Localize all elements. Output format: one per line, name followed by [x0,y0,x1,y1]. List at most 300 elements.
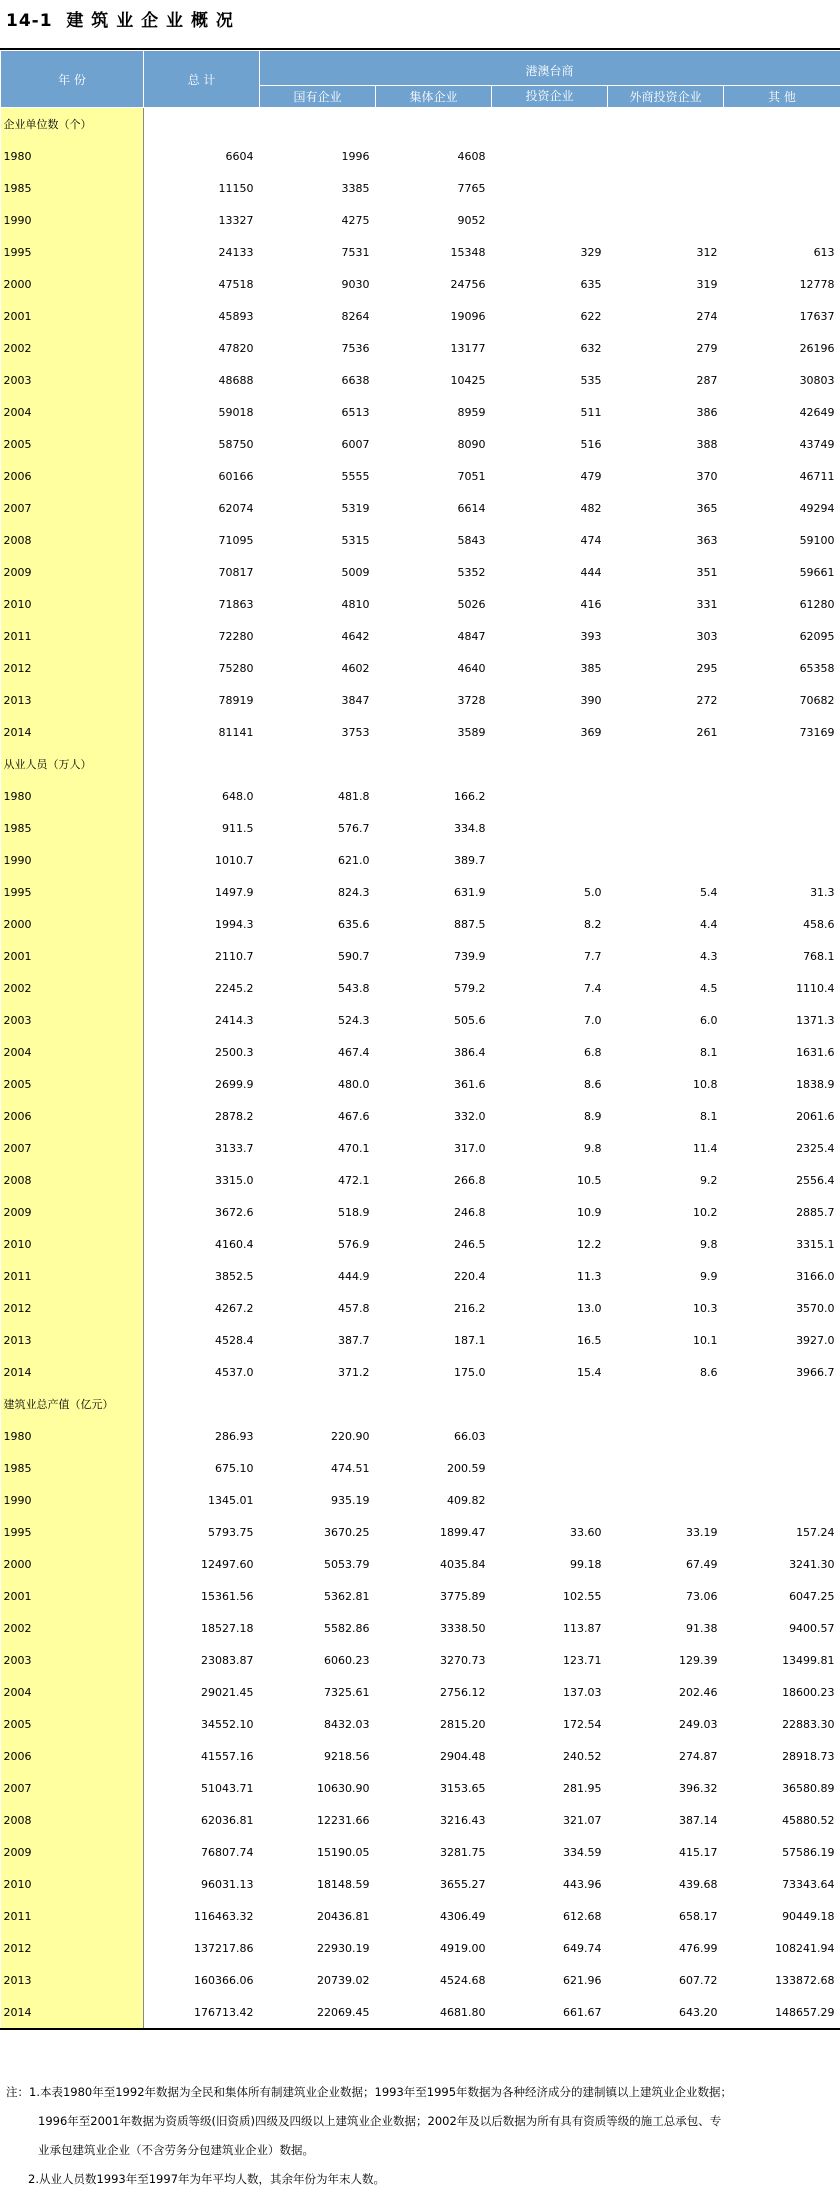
cell-hkmt: 137.03 [563,1685,602,1699]
header-foreign: 外商投资企业 [608,86,724,108]
cell-other [724,1420,840,1452]
cell-year: 1990 [1,204,144,236]
cell-state: 22930.19 [317,1941,370,1955]
cell-total: 48688 [218,373,254,387]
cell-other: 1110.4 [796,981,835,995]
cell-collective: 4608 [457,149,486,163]
cell-foreign: 319 [696,277,718,291]
table-row [1,1004,840,1036]
cell-other: 9400.57 [789,1621,835,1635]
cell-foreign: 387.14 [679,1813,718,1827]
header-state: 国有企业 [260,86,376,108]
cell-foreign: 9.8 [700,1237,718,1251]
cell-collective: 3281.75 [440,1845,486,1859]
cell-state: 22069.45 [317,2005,370,2019]
cell-year: 2001 [1,1580,144,1612]
cell-state: 9030 [341,277,370,291]
cell-total: 96031.13 [201,1877,254,1891]
cell-year: 2005 [1,1708,144,1740]
cell-foreign: 274 [696,309,718,323]
cell-state: 18148.59 [317,1877,370,1891]
cell-other: 3315.1 [796,1237,835,1251]
cell-foreign: 8.6 [700,1365,718,1379]
cell-year: 2004 [1,396,144,428]
cell-collective: 4306.49 [440,1909,486,1923]
table-row [1,684,840,716]
cell-other: 148657.29 [775,2005,835,2019]
cell-foreign: 386 [696,405,718,419]
cell-year: 2000 [1,268,144,300]
cell-state: 481.8 [338,789,370,803]
cell-year: 2005 [1,428,144,460]
cell-foreign: 8.1 [700,1109,718,1123]
cell-other: 26196 [799,341,835,355]
cell-foreign: 370 [696,469,718,483]
cell-hkmt: 621.96 [563,1973,602,1987]
cell-other: 65358 [799,661,835,675]
cell-total: 137217.86 [194,1941,254,1955]
cell-state: 474.51 [331,1461,370,1475]
cell-total: 45893 [218,309,254,323]
cell-collective: 409.82 [447,1493,486,1507]
cell-other [724,172,840,204]
cell-hkmt: 16.5 [577,1333,602,1347]
table-row [1,1164,840,1196]
table-row [1,1644,840,1676]
cell-collective: 3270.73 [440,1653,486,1667]
cell-hkmt: 443.96 [563,1877,602,1891]
cell-collective: 2815.20 [440,1717,486,1731]
cell-year: 2004 [1,1036,144,1068]
cell-collective: 8090 [457,437,486,451]
cell-total: 71863 [218,597,254,611]
cell-total: 13327 [218,213,254,227]
cell-state: 15190.05 [317,1845,370,1859]
cell-year: 2012 [1,652,144,684]
cell-hkmt: 612.68 [563,1909,602,1923]
cell-collective: 216.2 [454,1301,486,1315]
section-header-row [1,1388,840,1420]
cell-hkmt: 393 [580,629,602,643]
table-row [1,1772,840,1804]
cell-hkmt [492,140,608,172]
cell-other: 22883.30 [782,1717,835,1731]
cell-collective: 7051 [457,469,486,483]
cell-collective: 24756 [450,277,486,291]
cell-foreign: 396.32 [679,1781,718,1795]
cell-state: 371.2 [338,1365,370,1379]
cell-hkmt: 474 [580,533,602,547]
cell-collective: 4681.80 [440,2005,486,2019]
cell-total: 116463.32 [194,1909,254,1923]
cell-total: 76807.74 [201,1845,254,1859]
table-row [1,908,840,940]
cell-state: 467.6 [338,1109,370,1123]
table-row [1,1964,840,1996]
cell-total: 4160.4 [215,1237,254,1251]
cell-year: 1980 [1,1420,144,1452]
table-row [1,332,840,364]
cell-year: 1985 [1,812,144,844]
cell-foreign: 10.1 [693,1333,718,1347]
cell-year: 2007 [1,1132,144,1164]
cell-hkmt: 172.54 [563,1717,602,1731]
cell-foreign: 249.03 [679,1717,718,1731]
cell-state: 576.7 [338,821,370,835]
cell-foreign: 287 [696,373,718,387]
table-row [1,1580,840,1612]
cell-foreign: 415.17 [679,1845,718,1859]
cell-other: 90449.18 [782,1909,835,1923]
table-row [1,1836,840,1868]
header-hkmt-line2: 投资企业 [525,89,574,103]
cell-other: 3241.30 [789,1557,835,1571]
cell-year: 2014 [1,1996,144,2028]
cell-total: 648.0 [222,789,254,803]
cell-collective: 187.1 [454,1333,486,1347]
cell-state: 8264 [341,309,370,323]
cell-collective: 5843 [457,533,486,547]
cell-hkmt: 10.5 [577,1173,602,1187]
cell-foreign: 303 [696,629,718,643]
cell-hkmt: 11.3 [577,1269,602,1283]
cell-foreign: 312 [696,245,718,259]
table-row [1,556,840,588]
cell-hkmt: 7.4 [584,981,602,995]
cell-foreign: 643.20 [679,2005,718,2019]
cell-collective: 246.8 [454,1205,486,1219]
cell-other: 1371.3 [796,1013,835,1027]
table-row [1,1932,840,1964]
cell-hkmt: 13.0 [577,1301,602,1315]
cell-state: 1996 [341,149,370,163]
cell-state: 5315 [341,533,370,547]
cell-state: 576.9 [338,1237,370,1251]
table-header [1,51,840,108]
table-row [1,140,840,172]
cell-collective: 4524.68 [440,1973,486,1987]
cell-year: 2006 [1,460,144,492]
table-row [1,876,840,908]
cell-foreign [608,172,724,204]
cell-hkmt: 516 [580,437,602,451]
cell-state: 9218.56 [324,1749,370,1763]
cell-total: 23083.87 [201,1653,254,1667]
cell-hkmt [492,1420,608,1452]
cell-year: 1985 [1,1452,144,1484]
cell-state: 7325.61 [324,1685,370,1699]
cell-other: 3570.0 [796,1301,835,1315]
cell-other: 28918.73 [782,1749,835,1763]
cell-year: 2011 [1,1900,144,1932]
cell-state: 6007 [341,437,370,451]
cell-total: 5793.75 [208,1525,254,1539]
cell-other: 108241.94 [775,1941,835,1955]
cell-hkmt: 113.87 [563,1621,602,1635]
cell-collective: 505.6 [454,1013,486,1027]
cell-hkmt [492,1484,608,1516]
cell-year: 2006 [1,1100,144,1132]
page-title: 14-1 建 筑 业 企 业 概 况 [6,11,234,31]
cell-other: 133872.68 [775,1973,835,1987]
cell-collective: 5352 [457,565,486,579]
cell-other: 18600.23 [782,1685,835,1699]
cell-hkmt [492,844,608,876]
cell-year: 2011 [1,620,144,652]
cell-hkmt: 535 [580,373,602,387]
cell-state: 480.0 [338,1077,370,1091]
table-row [1,1452,840,1484]
header-hkmt-line1: 港澳台商 [525,64,574,78]
section-spacer [144,108,840,141]
table-row [1,1420,840,1452]
cell-total: 3672.6 [215,1205,254,1219]
cell-state: 4275 [341,213,370,227]
cell-year: 2008 [1,1164,144,1196]
cell-total: 2110.7 [215,949,254,963]
note-line: 注：1.本表1980年至1992年数据为全民和集体所有制建筑业企业数据；1993年至1995年数据为各种经济成分的建制镇以上建筑业企业数据； [6,2085,733,2099]
cell-year: 2009 [1,1836,144,1868]
cell-total: 41557.16 [201,1749,254,1763]
cell-other [724,140,840,172]
cell-state: 387.7 [338,1333,370,1347]
table-row [1,972,840,1004]
data-table [0,50,840,2028]
cell-total: 3315.0 [215,1173,254,1187]
cell-foreign: 5.4 [700,885,718,899]
cell-year: 2005 [1,1068,144,1100]
cell-state: 10630.90 [317,1781,370,1795]
cell-total: 1345.01 [208,1493,254,1507]
table-row [1,1228,840,1260]
cell-hkmt: 334.59 [563,1845,602,1859]
cell-total: 675.10 [215,1461,254,1475]
cell-year: 2010 [1,1868,144,1900]
header-year: 年 份 [1,51,144,108]
cell-foreign [608,812,724,844]
cell-other [724,1484,840,1516]
cell-other: 73343.64 [782,1877,835,1891]
section-spacer [144,748,840,780]
cell-collective: 8959 [457,405,486,419]
table-row [1,204,840,236]
cell-total: 75280 [218,661,254,675]
table-row [1,1132,840,1164]
cell-other: 46711 [799,469,835,483]
section-spacer [144,1388,840,1420]
cell-hkmt: 99.18 [570,1557,602,1571]
cell-hkmt: 632 [580,341,602,355]
cell-collective: 3728 [457,693,486,707]
cell-total: 2500.3 [215,1045,254,1059]
cell-hkmt: 15.4 [577,1365,602,1379]
bottom-rule [0,2028,840,2030]
table-row [1,1708,840,1740]
cell-hkmt: 123.71 [563,1653,602,1667]
cell-collective: 200.59 [447,1461,486,1475]
cell-hkmt: 479 [580,469,602,483]
table-row [1,1996,840,2028]
cell-collective: 3655.27 [440,1877,486,1891]
table-row [1,1260,840,1292]
cell-collective: 4847 [457,629,486,643]
cell-collective: 266.8 [454,1173,486,1187]
cell-foreign [608,1420,724,1452]
cell-total: 176713.42 [194,2005,254,2019]
cell-year: 2004 [1,1676,144,1708]
cell-total: 1010.7 [215,853,254,867]
cell-collective: 220.4 [454,1269,486,1283]
table-row [1,1900,840,1932]
cell-collective: 332.0 [454,1109,486,1123]
cell-foreign: 607.72 [679,1973,718,1987]
cell-total: 3133.7 [215,1141,254,1155]
cell-foreign [608,140,724,172]
cell-foreign: 9.9 [700,1269,718,1283]
cell-year: 2012 [1,1932,144,1964]
cell-other: 31.3 [810,885,835,899]
cell-foreign: 33.19 [686,1525,718,1539]
note-line: 业承包建筑业企业（不含劳务分包建筑业企业）数据。 [38,2143,314,2157]
cell-foreign: 6.0 [700,1013,718,1027]
cell-state: 6060.23 [324,1653,370,1667]
cell-state: 621.0 [338,853,370,867]
cell-state: 590.7 [338,949,370,963]
cell-state: 8432.03 [324,1717,370,1731]
cell-total: 34552.10 [201,1717,254,1731]
cell-year: 1990 [1,1484,144,1516]
cell-collective: 3589 [457,725,486,739]
table-row [1,780,840,812]
cell-hkmt: 444 [580,565,602,579]
cell-other: 12778 [799,277,835,291]
cell-total: 4537.0 [215,1365,254,1379]
cell-hkmt: 33.60 [570,1525,602,1539]
cell-collective: 317.0 [454,1141,486,1155]
cell-total: 62074 [218,501,254,515]
cell-year: 2007 [1,1772,144,1804]
cell-state: 4810 [341,597,370,611]
cell-year: 2001 [1,940,144,972]
cell-state: 467.4 [338,1045,370,1059]
cell-state: 3670.25 [324,1525,370,1539]
cell-foreign: 439.68 [679,1877,718,1891]
cell-other [724,844,840,876]
cell-other: 70682 [799,693,835,707]
cell-total: 24133 [218,245,254,259]
cell-state: 20739.02 [317,1973,370,1987]
cell-other [724,780,840,812]
cell-year: 2007 [1,492,144,524]
cell-other: 3966.7 [796,1365,835,1379]
cell-other: 73169 [799,725,835,739]
cell-state: 5362.81 [324,1589,370,1603]
cell-hkmt: 649.74 [563,1941,602,1955]
cell-foreign: 4.5 [700,981,718,995]
cell-collective: 2904.48 [440,1749,486,1763]
cell-other: 62095 [799,629,835,643]
cell-foreign: 351 [696,565,718,579]
section-label: 企业单位数（个） [1,108,144,141]
cell-foreign: 73.06 [686,1589,718,1603]
cell-total: 60166 [218,469,254,483]
cell-collective: 3775.89 [440,1589,486,1603]
cell-foreign: 295 [696,661,718,675]
table-row [1,1740,840,1772]
cell-year: 2009 [1,1196,144,1228]
cell-other: 2885.7 [796,1205,835,1219]
header-collective: 集体企业 [376,86,492,108]
cell-total: 70817 [218,565,254,579]
cell-collective: 579.2 [454,981,486,995]
cell-year: 2003 [1,364,144,396]
cell-total: 71095 [218,533,254,547]
cell-hkmt: 416 [580,597,602,611]
cell-hkmt: 635 [580,277,602,291]
cell-year: 1995 [1,236,144,268]
header-total: 总 计 [144,51,260,108]
cell-hkmt [492,780,608,812]
cell-other: 6047.25 [789,1589,835,1603]
cell-year: 2002 [1,1612,144,1644]
cell-state: 524.3 [338,1013,370,1027]
cell-hkmt: 622 [580,309,602,323]
note-line: 1996年至2001年数据为资质等级(旧资质)四级及四级以上建筑业企业数据；2002年及以后数据为所有具有资质等级的施工总承包、专 [38,2114,722,2128]
cell-foreign: 4.3 [700,949,718,963]
cell-year: 1980 [1,780,144,812]
cell-hkmt: 390 [580,693,602,707]
cell-collective: 175.0 [454,1365,486,1379]
cell-foreign: 10.3 [693,1301,718,1315]
cell-hkmt: 240.52 [563,1749,602,1763]
cell-foreign: 363 [696,533,718,547]
cell-foreign: 279 [696,341,718,355]
cell-state: 472.1 [338,1173,370,1187]
table-row [1,364,840,396]
cell-year: 2010 [1,588,144,620]
cell-state: 3753 [341,725,370,739]
cell-state: 935.19 [331,1493,370,1507]
cell-foreign: 476.99 [679,1941,718,1955]
cell-total: 58750 [218,437,254,451]
cell-state: 3847 [341,693,370,707]
cell-state: 20436.81 [317,1909,370,1923]
table-row [1,524,840,556]
cell-other [724,204,840,236]
cell-state: 6513 [341,405,370,419]
cell-state: 7536 [341,341,370,355]
footnotes [0,2078,840,2194]
cell-other: 1631.6 [796,1045,835,1059]
cell-hkmt: 8.2 [584,917,602,931]
section-label: 从业人员（万人） [1,748,144,780]
cell-foreign: 11.4 [693,1141,718,1155]
cell-total: 81141 [218,725,254,739]
cell-foreign: 274.87 [679,1749,718,1763]
section-header-row [1,748,840,780]
cell-total: 62036.81 [201,1813,254,1827]
cell-collective: 246.5 [454,1237,486,1251]
cell-foreign [608,780,724,812]
cell-collective: 4035.84 [440,1557,486,1571]
cell-foreign [608,204,724,236]
cell-other: 157.24 [796,1525,835,1539]
cell-year: 2009 [1,556,144,588]
cell-year: 1985 [1,172,144,204]
cell-state: 635.6 [338,917,370,931]
cell-hkmt: 511 [580,405,602,419]
cell-state: 4602 [341,661,370,675]
